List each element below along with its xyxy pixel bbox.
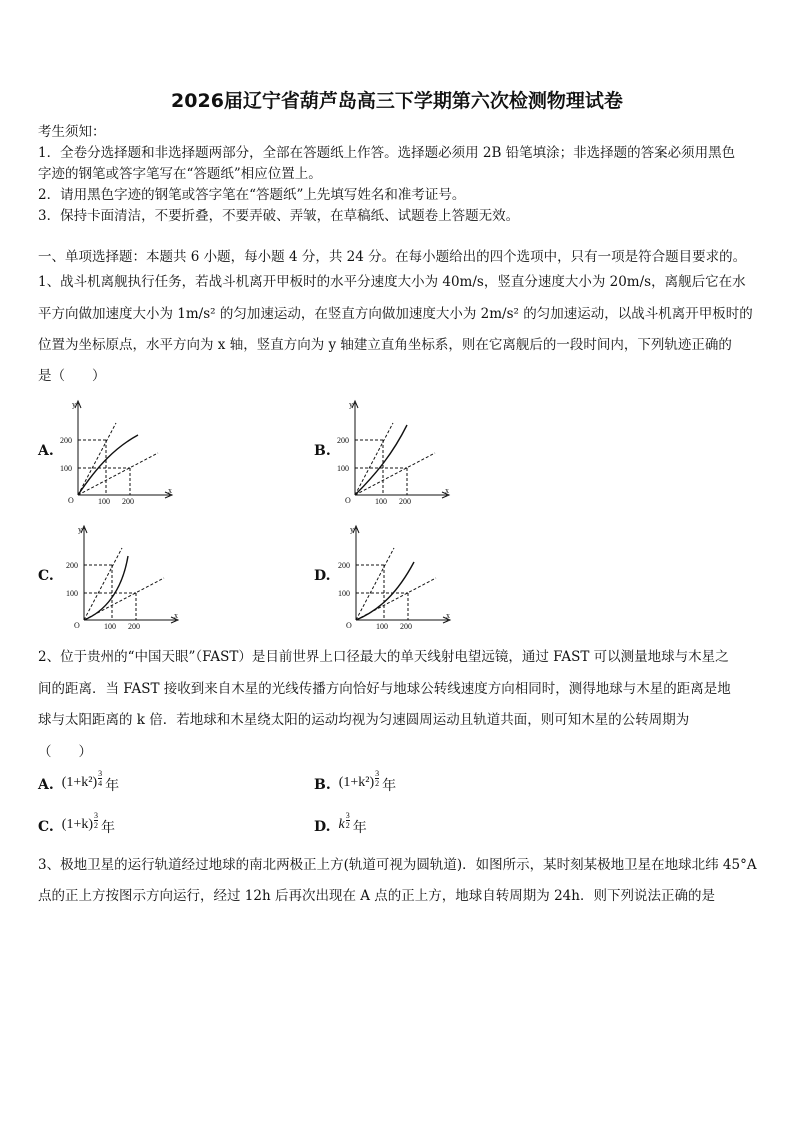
origin-label: O [68,496,74,505]
formula-unit: 年 [101,821,116,836]
notice-item-2: 2．请用黑色字迹的钢笔或答字笔在“答题纸”上先填写姓名和准考证号。 [38,187,466,203]
q2-option-a-formula [61,769,120,795]
tick-x-100: 100 [376,622,388,630]
formula-exponent: $\frac{3}{2}$ [375,769,380,788]
tick-y-200: 200 [66,561,78,570]
formula-base: k [338,817,345,832]
formula-unit: 年 [382,779,397,794]
dashed-guide-steep [84,548,122,620]
dashed-guide-shallow [78,453,158,495]
q2-option-a[interactable] [38,769,120,795]
tick-y-100: 100 [60,464,72,473]
q2-option-b-label: B. [314,777,331,793]
q1-option-b-label[interactable]: B. [314,443,331,459]
tick-x-100: 100 [98,497,110,505]
q2-option-b[interactable] [314,769,397,795]
formula-base: (1+k) [61,817,94,832]
page-title: 2026届辽宁省葫芦岛高三下学期第六次检测物理试卷 [171,90,623,112]
q1-option-a-label[interactable]: A. [38,443,54,459]
origin-label: O [346,621,352,630]
formula-unit: 年 [105,779,120,794]
notice-item-3: 3．保持卡面清洁，不要折叠，不要弄破、弄皱，在草稿纸、试题卷上答题无效。 [38,208,520,224]
q2-option-d-formula [338,811,367,837]
tick-x-100: 100 [375,497,387,505]
tick-y-100: 100 [338,589,350,598]
q2-option-d-label: D. [314,819,331,835]
formula-exponent: $\frac{3}{2}$ [94,811,99,830]
q1-line-3: 位置为坐标原点，水平方向为 x 轴，竖直方向为 y 轴建立直角坐标系，则在它离舰后的一段时间内，下列轨迹正确的 [38,337,732,353]
formula-unit: 年 [352,821,367,836]
tick-x-200: 200 [128,622,140,630]
tick-x-100: 100 [104,622,116,630]
dashed-guide-steep [355,423,393,495]
trajectory-curve [78,435,138,495]
x-axis-label: x [445,486,449,495]
tick-y-200: 200 [60,436,72,445]
dashed-guide-steep [78,423,116,495]
y-axis-label: y [72,400,76,409]
section-heading: 一、单项选择题：本题共 6 小题，每小题 4 分，共 24 分。在每小题给出的四个选项中，只有一项是符合题目要求的。 [38,249,747,265]
tick-y-200: 200 [337,436,349,445]
q2-line-3: 球与太阳距离的 k 倍．若地球和木星绕太阳的运动均视为匀速圆周运动且轨道共面，则可知木星的公转周期为 [38,712,690,728]
trajectory-curve [355,425,407,495]
formula-exponent: $\frac{3}{4}$ [98,769,103,788]
trajectory-curve [84,556,128,620]
formula-base: (1+k²) [338,775,375,790]
x-axis-label: x [446,611,450,620]
dashed-guide-shallow [355,453,435,495]
q1-option-c-label[interactable]: C. [38,568,54,584]
origin-label: O [74,621,80,630]
q3-line-2: 点的正上方按图示方向运行，经过 12h 后再次出现在 A 点的正上方，地球自转周期为 24h．则下列说法正确的是 [38,888,715,904]
tick-x-200: 200 [399,497,411,505]
notice-item-1-cont: 字迹的钢笔或答字笔写在“答题纸”相应位置上。 [38,166,322,182]
q2-option-c[interactable] [38,811,116,837]
q2-option-b-formula [338,769,397,795]
trajectory-curve [356,562,414,620]
x-axis-label: x [168,486,172,495]
q2-option-d[interactable] [314,811,367,837]
q2-option-c-formula [61,811,116,837]
tick-y-200: 200 [338,561,350,570]
q1-option-d-graph [336,520,456,634]
formula-base: (1+k²) [61,775,98,790]
tick-x-200: 200 [122,497,134,505]
y-axis-label: y [350,525,354,534]
q1-line-2: 平方向做加速度大小为 1m/s² 的匀加速运动，在竖直方向做加速度大小为 2m/s² 的匀加速运动，以战斗机离开甲板时的 [38,306,753,322]
q1-option-d-label[interactable]: D. [314,568,331,584]
q3-line-1: 3、极地卫星的运行轨道经过地球的南北两极正上方(轨道可视为圆轨道)．如图所示，某时刻某极地卫星在地球北纬 45°A [38,857,757,873]
q1-line-4: 是（ ） [38,368,106,384]
q2-line-1: 2、位于贵州的“中国天眼”（FAST）是目前世界上口径最大的单天线射电望远镜，通过 FAST 可以测量地球与木星之 [38,649,729,665]
y-axis-label: y [78,525,82,534]
x-axis-label: x [174,611,178,620]
q1-option-c-graph [64,520,184,634]
y-axis-label: y [349,400,353,409]
notice-item-1: 1．全卷分选择题和非选择题两部分，全部在答题纸上作答。选择题必须用 2B 铅笔填涂；非选择题的答案必须用黑色 [38,145,736,161]
q2-line-4: （ ） [38,744,92,760]
q1-line-1: 1、战斗机离舰执行任务，若战斗机离开甲板时的水平分速度大小为 40m/s，竖直分速度大小为 20m/s，离舰后它在水 [38,274,746,290]
tick-y-100: 100 [337,464,349,473]
q1-option-a-graph [58,395,178,509]
q2-option-c-label: C. [38,819,54,835]
origin-label: O [345,496,351,505]
formula-exponent: $\frac{3}{2}$ [345,811,350,830]
notice-heading: 考生须知： [38,124,106,140]
q2-option-a-label: A. [38,777,54,793]
q2-line-2: 间的距离．当 FAST 接收到来自木星的光线传播方向恰好与地球公转线速度方向相同时，测得地球与木星的距离是地 [38,681,731,697]
tick-x-200: 200 [400,622,412,630]
q1-option-b-graph [335,395,455,509]
tick-y-100: 100 [66,589,78,598]
